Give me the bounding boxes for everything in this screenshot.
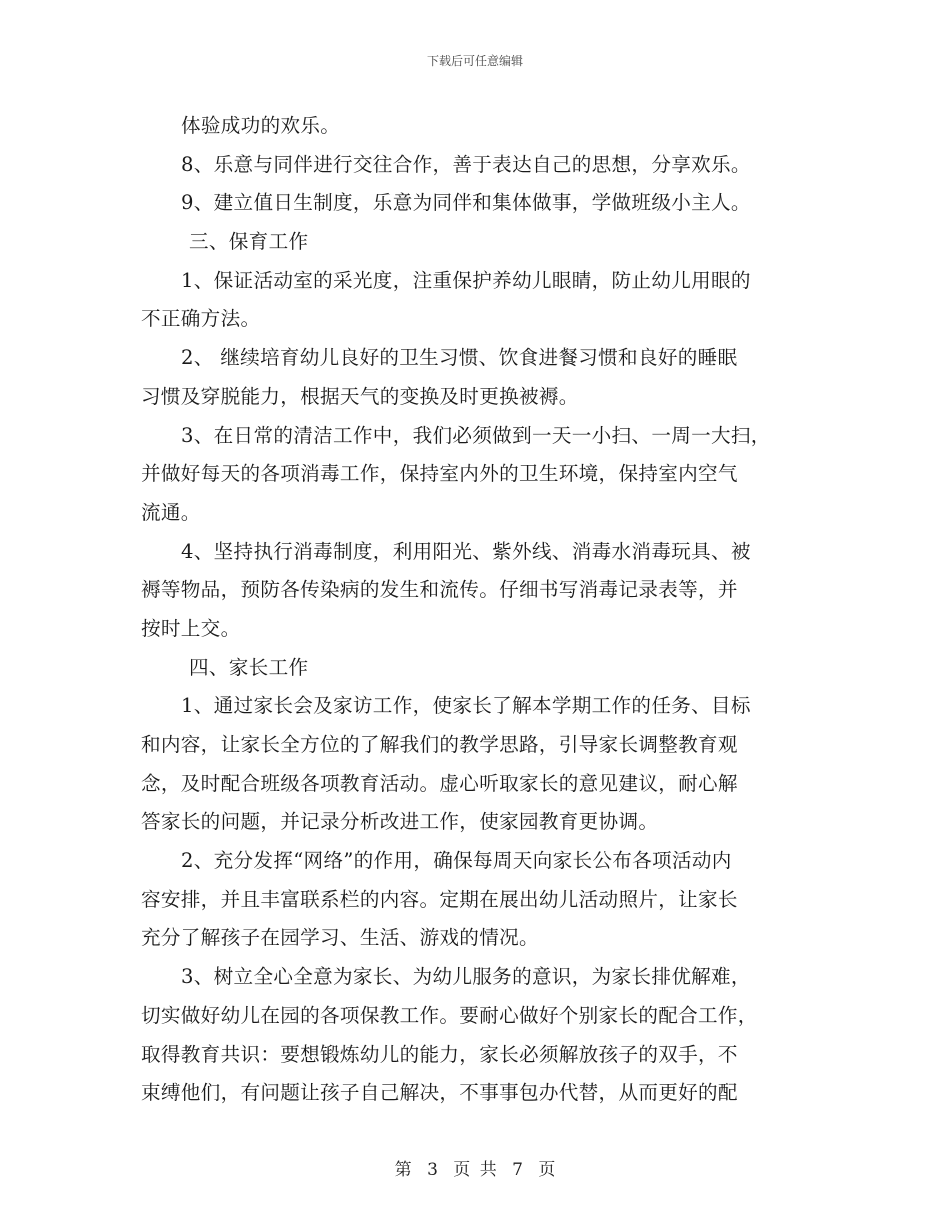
total-page-number: 7 xyxy=(512,1160,523,1180)
body-line: 容安排，并且丰富联系栏的内容。定期在展出幼儿活动照片，让家长 xyxy=(141,887,738,911)
section-heading: 四、家长工作 xyxy=(189,655,309,679)
body-line: 按时上交。 xyxy=(141,616,241,640)
body-line: 念，及时配合班级各项教育活动。虚心听取家长的意见建议，耐心解 xyxy=(141,771,738,795)
body-line: 并做好每天的各项消毒工作，保持室内外的卫生环境，保持室内空气 xyxy=(141,462,738,486)
page-header: 下载后可任意编辑 xyxy=(426,54,523,68)
body-line: 体验成功的欢乐。 xyxy=(181,114,341,137)
body-line: 1、通过家长会及家访工作，使家长了解本学期工作的任务、目标 xyxy=(181,694,751,718)
body-line: 3、树立全心全意为家长、为幼儿服务的意识，为家长排优解难， xyxy=(181,965,751,989)
body-line: 1、保证活动室的采光度，注重保护养幼儿眼睛，防止幼儿用眼的 xyxy=(181,268,751,292)
body-line: 褥等物品，预防各传染病的发生和流传。仔细书写消毒记录表等，并 xyxy=(141,578,738,602)
body-line: 切实做好幼儿在园的各项保教工作。要耐心做好个别家长的配合工作， xyxy=(141,1003,758,1027)
page-footer xyxy=(0,1155,950,1180)
body-line: 束缚他们，有问题让孩子自己解决，不事事包办代替，从而更好的配 xyxy=(141,1081,738,1105)
body-line: 取得教育共识：要想锻炼幼儿的能力，家长必须解放孩子的双手，不 xyxy=(141,1042,738,1066)
body-line: 习惯及穿脱能力，根据天气的变换及时更换被褥。 xyxy=(141,384,579,408)
footer-prefix: 第 xyxy=(394,1160,412,1180)
body-line: 流通。 xyxy=(141,500,201,524)
body-line: 2、 继续培育幼儿良好的卫生习惯、饮食进餐习惯和良好的睡眠 xyxy=(181,346,738,370)
body-line: 4、坚持执行消毒制度，利用阳光、紫外线、消毒水消毒玩具、被 xyxy=(181,539,751,563)
body-line: 8、乐意与同伴进行交往合作，善于表达自己的思想，分享欢乐。 xyxy=(181,152,751,176)
footer-suffix: 页 xyxy=(538,1160,556,1180)
current-page-number: 3 xyxy=(427,1160,438,1180)
document-body xyxy=(141,107,821,1113)
body-line: 答家长的问题，并记录分析改进工作，使家园教育更协调。 xyxy=(141,810,659,834)
body-line: 3、在日常的清洁工作中，我们必须做到一天一小扫、一周一大扫， xyxy=(181,423,771,447)
footer-middle: 页 共 xyxy=(453,1160,497,1180)
body-line: 2、充分发挥“网络”的作用，确保每周天向家长公布各项活动内 xyxy=(181,849,732,873)
body-line: 9、建立值日生制度，乐意为同伴和集体做事，学做班级小主人。 xyxy=(181,191,751,215)
section-heading: 三、保育工作 xyxy=(189,230,309,254)
body-line: 充分了解孩子在园学习、生活、游戏的情况。 xyxy=(141,926,539,950)
body-line: 和内容，让家长全方位的了解我们的教学思路，引导家长调整教育观 xyxy=(141,733,738,756)
body-line: 不正确方法。 xyxy=(141,307,261,331)
